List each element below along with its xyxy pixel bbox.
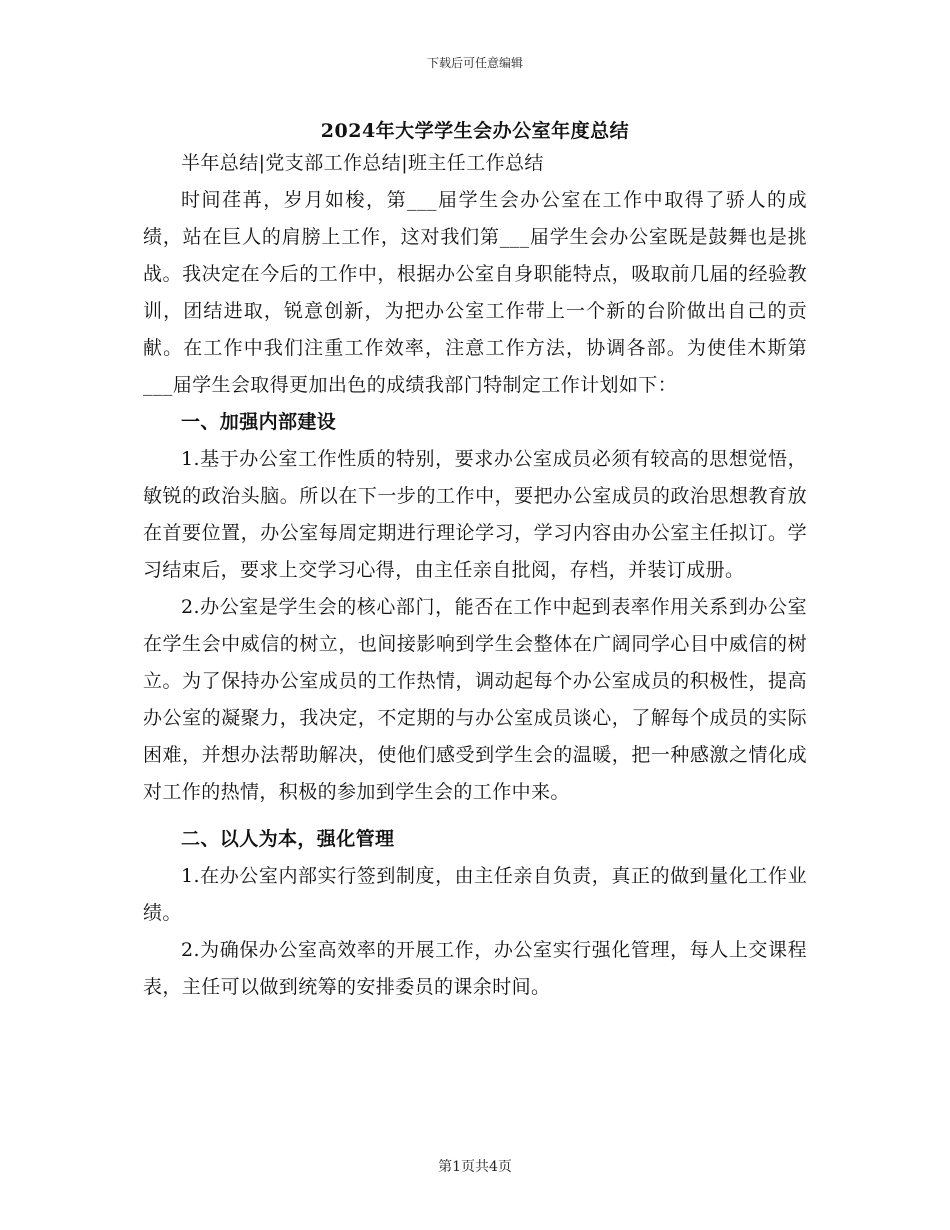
section1-heading: 一、加强内部建设 bbox=[181, 411, 337, 433]
page-footer: 第1页共4页 bbox=[438, 1159, 512, 1175]
section1-item2: 2.办公室是学生会的核心部门，能否在工作中起到表率作用关系到办公室在学生会中威信的树立，也间接影响到学生会整体在广阔同学心目中威信的树立。为了保持办公室成员的工作热情，调动起每个办公室成员的积极性，提高办公室的凝聚力，我决定，不定期的与办公室成员谈心，了解每个成员的实际困难，并想办法帮助解决，使他们感受到学生会的温暖，把一种感激之情化成对工作的热情，积极的参加到学生会的工作中来。 bbox=[143, 596, 807, 803]
section1-item1: 1.基于办公室工作性质的特别，要求办公室成员必须有较高的思想觉悟，敏锐的政治头脑。所以在下一步的工作中，要把办公室成员的政治思想教育放在首要位置，办公室每周定期进行理论学习，学习内容由办公室主任拟订。学习结束后，要求上交学习心得，由主任亲自批阅，存档，并装订成册。 bbox=[143, 448, 807, 581]
header-note: 下载后可任意编辑 bbox=[426, 56, 523, 70]
section2-item2: 2.为确保办公室高效率的开展工作，办公室实行强化管理，每人上交课程表，主任可以做到统筹的安排委员的课余时间。 bbox=[143, 939, 807, 998]
section2-heading: 二、以人为本，强化管理 bbox=[181, 828, 395, 850]
tags-line: 半年总结|党支部工作总结|班主任工作总结 bbox=[181, 152, 544, 174]
document-title: 2024年大学学生会办公室年度总结 bbox=[320, 120, 630, 142]
document-body bbox=[143, 145, 807, 1006]
intro-paragraph: 时间荏苒，岁月如梭，第___届学生会办公室在工作中取得了骄人的成绩，站在巨人的肩膀上工作，这对我们第___届学生会办公室既是鼓舞也是挑战。我决定在今后的工作中，根据办公室自身职能特点，吸取前几届的经验教训，团结进取，锐意创新，为把办公室工作带上一个新的台阶做出自己的贡献。在工作中我们注重工作效率，注意工作方法，协调各部。为使佳木斯第___届学生会取得更加出色的成绩我部门特制定工作计划如下： bbox=[143, 189, 807, 396]
section2-item1: 1.在办公室内部实行签到制度，由主任亲自负责，真正的做到量化工作业绩。 bbox=[143, 865, 807, 924]
